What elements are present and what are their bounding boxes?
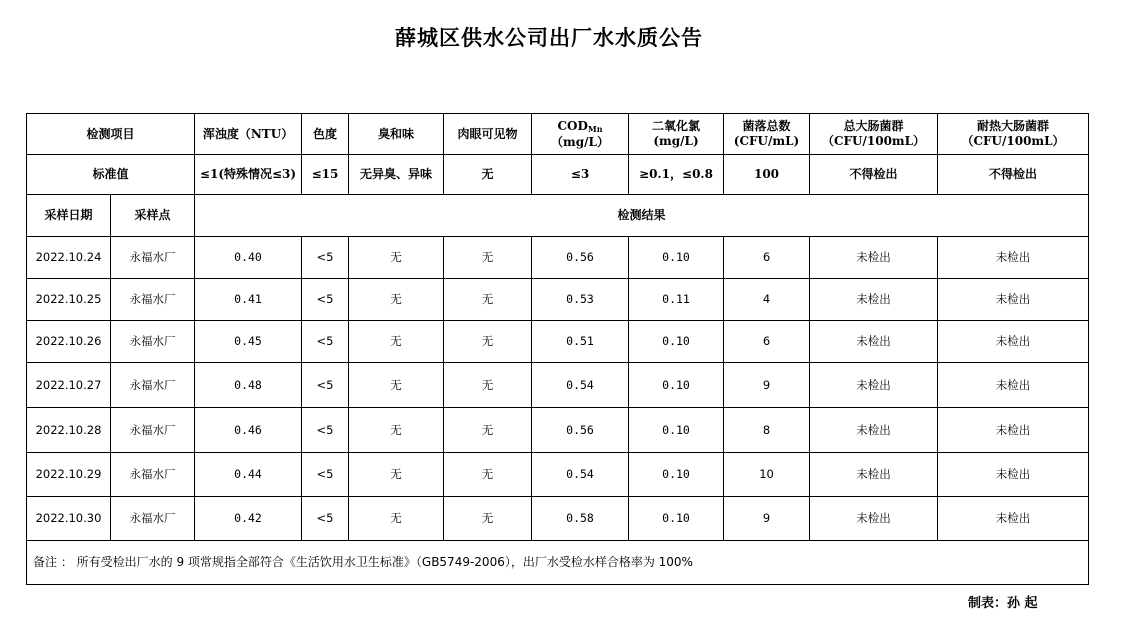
subheader-row xyxy=(27,195,1089,237)
cell-site: 永福水厂 xyxy=(111,321,195,363)
cell-color: <5 xyxy=(302,453,349,497)
table-maker: 制表：孙 起 xyxy=(968,596,1038,611)
cell-thermo: 未检出 xyxy=(938,279,1089,321)
standard-odor: 无异臭、异味 xyxy=(349,155,444,195)
cell-thermo: 未检出 xyxy=(938,363,1089,408)
cell-visible: 无 xyxy=(444,237,532,279)
header-row xyxy=(27,114,1089,155)
cell-chlorine: 0.10 xyxy=(629,363,724,408)
cell-bacteria: 9 xyxy=(724,363,810,408)
cell-date: 2022.10.29 xyxy=(27,453,111,497)
subheader-results: 检测结果 xyxy=(195,195,1089,237)
header-bacteria-line2: (CFU/mL) xyxy=(733,134,800,148)
header-color: 色度 xyxy=(302,114,349,155)
cell-visible: 无 xyxy=(444,453,532,497)
cell-turbidity: 0.45 xyxy=(195,321,302,363)
cell-thermo: 未检出 xyxy=(938,237,1089,279)
cell-color: <5 xyxy=(302,279,349,321)
cell-date: 2022.10.25 xyxy=(27,279,111,321)
header-coliform-line1: 总大肠菌群 xyxy=(843,119,904,133)
header-bacteria-line1: 菌落总数 xyxy=(742,119,791,133)
header-bacteria xyxy=(724,114,810,155)
cell-cod: 0.54 xyxy=(532,363,629,408)
standard-cod: ≤3 xyxy=(532,155,629,195)
cell-thermo: 未检出 xyxy=(938,453,1089,497)
note-row xyxy=(27,541,1089,585)
cell-odor: 无 xyxy=(349,453,444,497)
cell-color: <5 xyxy=(302,237,349,279)
standard-visible: 无 xyxy=(444,155,532,195)
cell-color: <5 xyxy=(302,497,349,541)
cell-visible: 无 xyxy=(444,408,532,453)
cell-date: 2022.10.26 xyxy=(27,321,111,363)
cell-site: 永福水厂 xyxy=(111,279,195,321)
subheader-site: 采样点 xyxy=(111,195,195,237)
table-row xyxy=(27,363,1089,408)
header-thermo xyxy=(938,114,1089,155)
cell-chlorine: 0.10 xyxy=(629,321,724,363)
standard-turbidity: ≤1(特殊情况≤3) xyxy=(195,155,302,195)
cell-bacteria: 6 xyxy=(724,321,810,363)
cell-turbidity: 0.42 xyxy=(195,497,302,541)
cell-cod: 0.53 xyxy=(532,279,629,321)
cell-odor: 无 xyxy=(349,408,444,453)
header-thermo-line1: 耐热大肠菌群 xyxy=(977,119,1050,133)
note-text: 备注 ： 所有受检出厂水的 9 项常规指全部符合《生活饮用水卫生标准》（GB5749-2006），出厂水受检水样合格率为 100% xyxy=(27,541,1089,585)
cell-chlorine: 0.10 xyxy=(629,237,724,279)
page-title: 薛城区供水公司出厂水水质公告 xyxy=(395,25,703,50)
standard-color: ≤15 xyxy=(302,155,349,195)
cell-coliform: 未检出 xyxy=(810,363,938,408)
cell-odor: 无 xyxy=(349,497,444,541)
cell-site: 永福水厂 xyxy=(111,408,195,453)
cell-bacteria: 8 xyxy=(724,408,810,453)
cell-odor: 无 xyxy=(349,321,444,363)
header-turbidity: 浑浊度（NTU） xyxy=(195,114,302,155)
cell-odor: 无 xyxy=(349,279,444,321)
header-visible: 肉眼可见物 xyxy=(444,114,532,155)
cell-color: <5 xyxy=(302,321,349,363)
standard-coliform: 不得检出 xyxy=(810,155,938,195)
header-coliform-line2: （CFU/100mL） xyxy=(821,134,926,148)
cell-chlorine: 0.10 xyxy=(629,453,724,497)
cell-cod: 0.51 xyxy=(532,321,629,363)
cell-visible: 无 xyxy=(444,363,532,408)
cell-cod: 0.54 xyxy=(532,453,629,497)
header-coliform xyxy=(810,114,938,155)
cell-visible: 无 xyxy=(444,279,532,321)
cell-chlorine: 0.10 xyxy=(629,408,724,453)
table-row xyxy=(27,408,1089,453)
cell-turbidity: 0.44 xyxy=(195,453,302,497)
cell-coliform: 未检出 xyxy=(810,237,938,279)
cell-coliform: 未检出 xyxy=(810,497,938,541)
table-row xyxy=(27,237,1089,279)
cell-date: 2022.10.30 xyxy=(27,497,111,541)
cell-cod: 0.56 xyxy=(532,237,629,279)
cell-coliform: 未检出 xyxy=(810,453,938,497)
header-cod-sub: Mn xyxy=(587,123,603,134)
cell-color: <5 xyxy=(302,363,349,408)
table-row xyxy=(27,497,1089,541)
cell-site: 永福水厂 xyxy=(111,497,195,541)
cell-cod: 0.58 xyxy=(532,497,629,541)
cell-turbidity: 0.41 xyxy=(195,279,302,321)
standard-row xyxy=(27,155,1089,195)
header-cod xyxy=(532,114,629,155)
cell-site: 永福水厂 xyxy=(111,237,195,279)
header-item: 检测项目 xyxy=(27,114,195,155)
subheader-date: 采样日期 xyxy=(27,195,111,237)
cell-turbidity: 0.46 xyxy=(195,408,302,453)
table-row xyxy=(27,453,1089,497)
cell-site: 永福水厂 xyxy=(111,453,195,497)
cell-turbidity: 0.40 xyxy=(195,237,302,279)
standard-chlorine: ≥0.1，≤0.8 xyxy=(629,155,724,195)
cell-visible: 无 xyxy=(444,321,532,363)
cell-coliform: 未检出 xyxy=(810,279,938,321)
cell-turbidity: 0.48 xyxy=(195,363,302,408)
cell-visible: 无 xyxy=(444,497,532,541)
cell-site: 永福水厂 xyxy=(111,363,195,408)
header-cod-prefix: COD xyxy=(557,118,588,133)
cell-thermo: 未检出 xyxy=(938,408,1089,453)
table-row xyxy=(27,321,1089,363)
header-odor: 臭和味 xyxy=(349,114,444,155)
cell-coliform: 未检出 xyxy=(810,408,938,453)
cell-date: 2022.10.27 xyxy=(27,363,111,408)
cell-bacteria: 9 xyxy=(724,497,810,541)
cell-color: <5 xyxy=(302,408,349,453)
cell-bacteria: 6 xyxy=(724,237,810,279)
standard-thermo: 不得检出 xyxy=(938,155,1089,195)
cell-bacteria: 10 xyxy=(724,453,810,497)
cell-thermo: 未检出 xyxy=(938,321,1089,363)
water-quality-table xyxy=(26,113,1089,585)
cell-chlorine: 0.10 xyxy=(629,497,724,541)
cell-odor: 无 xyxy=(349,237,444,279)
cell-odor: 无 xyxy=(349,363,444,408)
cell-date: 2022.10.24 xyxy=(27,237,111,279)
standard-label: 标准值 xyxy=(27,155,195,195)
cell-coliform: 未检出 xyxy=(810,321,938,363)
cell-bacteria: 4 xyxy=(724,279,810,321)
header-chlorine: 二氧化氯(mg/L) xyxy=(629,114,724,155)
standard-bacteria: 100 xyxy=(724,155,810,195)
table-row xyxy=(27,279,1089,321)
cell-chlorine: 0.11 xyxy=(629,279,724,321)
cell-thermo: 未检出 xyxy=(938,497,1089,541)
header-thermo-line2: （CFU/100mL） xyxy=(961,134,1065,148)
header-cod-suffix: （mg/L） xyxy=(551,134,609,149)
cell-date: 2022.10.28 xyxy=(27,408,111,453)
cell-cod: 0.56 xyxy=(532,408,629,453)
